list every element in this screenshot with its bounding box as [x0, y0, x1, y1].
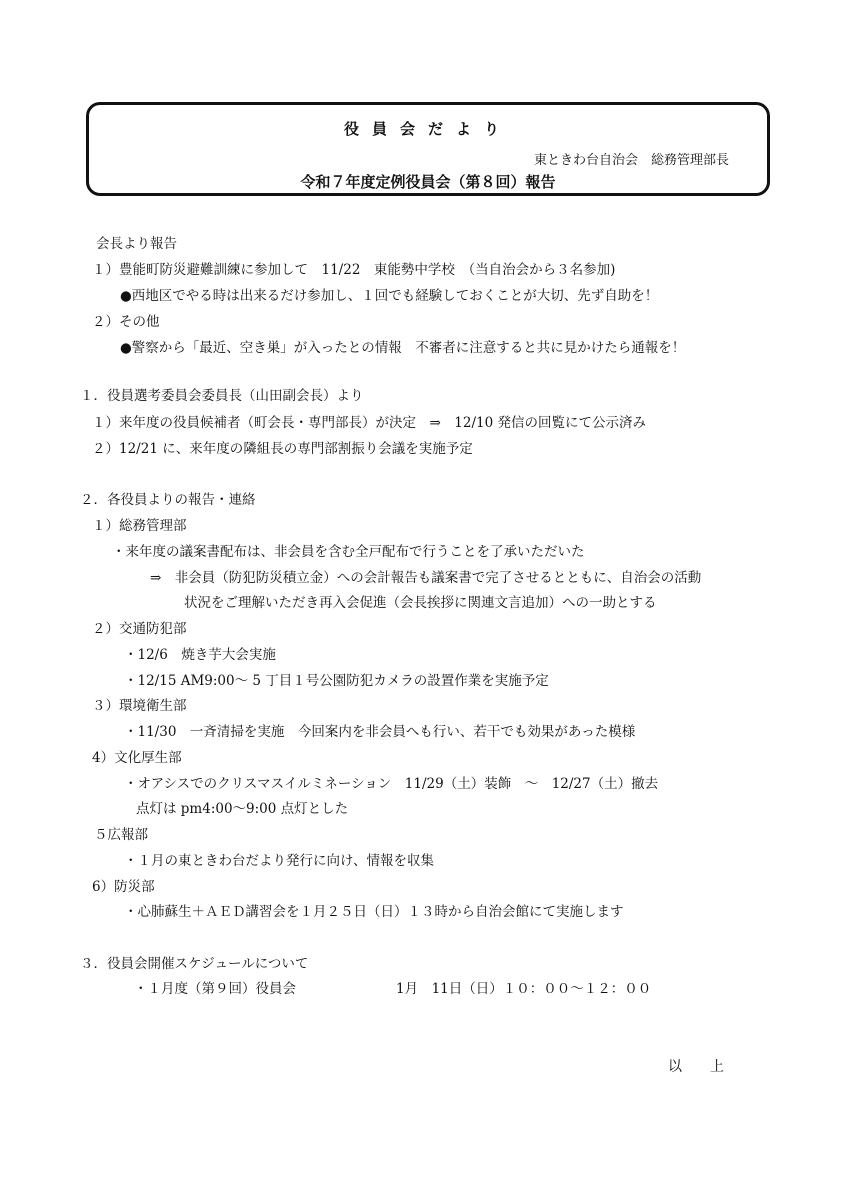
koutsu-heading: ２）交通防犯部 [92, 621, 187, 637]
document-author: 東ときわ台自治会 総務管理部長 [533, 153, 729, 168]
section-2-heading: ２．各役員よりの報告・連絡 [80, 492, 256, 508]
kouhou-bullet: ・１月の東ときわ台だより発行に向け、情報を収集 [124, 853, 434, 869]
president-report-item-2-note: ●警察から「最近、空き巣」が入ったとの情報 不審者に注意すると共に見かけたら通報を！ [120, 340, 686, 356]
document-title: 役員会だより [343, 120, 512, 138]
bousai-bullet: ・心肺蘇生＋ＡＥＤ講習会を１月２５日（日）１３時から自治会館にて実施します [124, 904, 624, 920]
kouhou-heading: ５広報部 [94, 827, 148, 843]
soumu-bullet: ・来年度の議案書配布は、非会員を含む全戸配布で行うことを了承いただいた [112, 544, 585, 560]
document-subtitle: 令和７年度定例役員会（第８回）報告 [300, 173, 556, 191]
soumu-arrow-line-2: 状況をご理解いただき再入会促進（会長挨拶に関連文言追加）への一助とする [184, 595, 657, 611]
section-3-heading: ３．役員会開催スケジュールについて [80, 956, 309, 972]
bunka-heading: 4）文化厚生部 [92, 750, 182, 766]
closing-mark: 以上 [668, 1059, 752, 1075]
schedule-item-date: 1月 11日（日）１０：００～１２：００ [396, 981, 652, 997]
president-report-item-1: １）豊能町防災避難訓練に参加して 11/22 東能勢中学校 （当自治会から３名参加) [92, 262, 616, 278]
bunka-bullet-cont: 点灯は pm4:00～9:00 点灯とした [136, 801, 349, 817]
soumu-arrow-line-1: ⇒ 非会員（防犯防災積立金）への会計報告も議案書で完了させるとともに、自治会の活動 [150, 570, 702, 586]
koutsu-bullet-2: ・12/15 AM9:00～ 5 丁目１号公園防犯カメラの設置作業を実施予定 [124, 673, 549, 689]
soumu-heading: １）総務管理部 [92, 518, 187, 534]
section-1-heading: １．役員選考委員会委員長（山田副会長）より [80, 388, 364, 404]
bousai-heading: 6）防災部 [92, 879, 155, 895]
kankyou-heading: ３）環境衛生部 [92, 698, 187, 714]
bunka-bullet: ・オアシスでのクリスマスイルミネーション 11/29（土）装飾 ～ 12/27（土）撤去 [124, 776, 659, 792]
header-box [86, 102, 770, 196]
president-report-item-1-note: ●西地区でやる時は出来るだけ参加し、１回でも経験しておくことが大切、先ず自助を！ [120, 288, 659, 304]
koutsu-bullet-1: ・12/6 焼き芋大会実施 [124, 647, 276, 663]
president-report-heading: 会長より報告 [96, 236, 177, 252]
kankyou-bullet: ・11/30 一斉清掃を実施 今回案内を非会員へも行い、若干でも効果があった模様 [124, 724, 636, 740]
president-report-item-2: ２）その他 [92, 314, 160, 330]
schedule-item-label: ・１月度（第９回）役員会 [134, 981, 296, 997]
section-1-item-1: １）来年度の役員候補者（町会長・専門部長）が決定 ⇒ 12/10 発信の回覧にて公示済み [92, 415, 647, 431]
section-1-item-2: ２）12/21 に、来年度の隣組長の専門部割振り会議を実施予定 [92, 441, 473, 457]
